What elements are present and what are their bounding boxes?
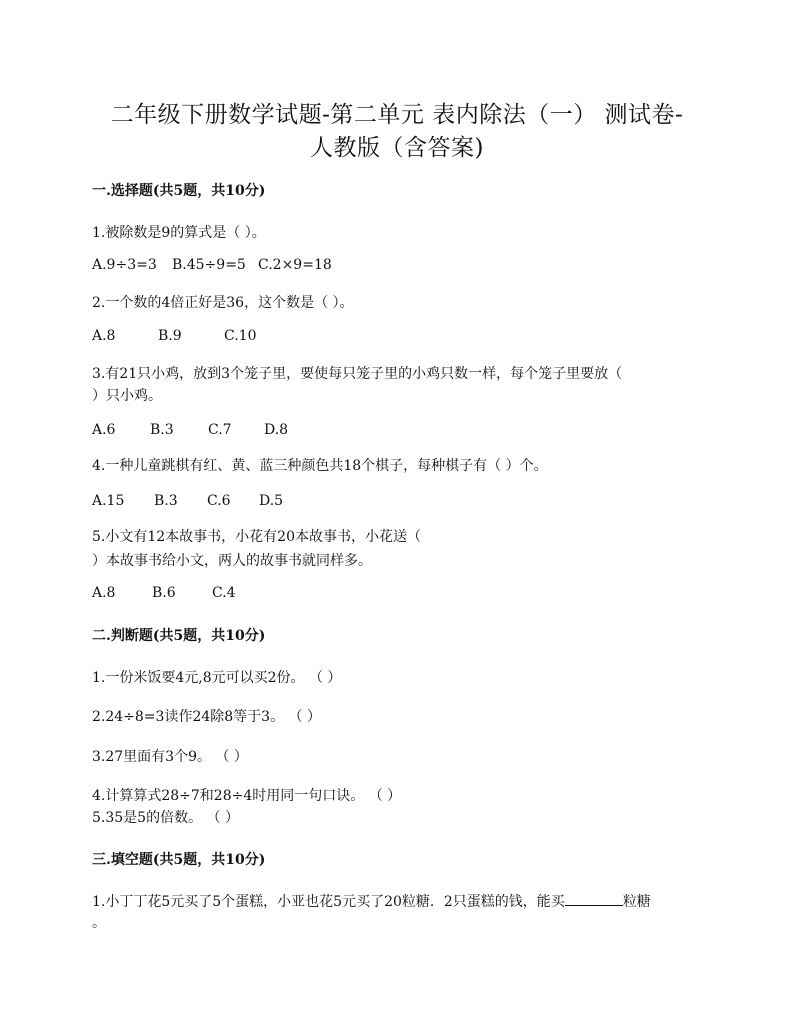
option-a: A.6 bbox=[92, 422, 116, 438]
judgement-item-5: 5.35是5的倍数。 （ ） bbox=[92, 810, 239, 826]
option-b: B.45÷9=5 bbox=[172, 257, 246, 273]
option-d: D.5 bbox=[259, 493, 284, 509]
question-1-3-line-2: ）只小鸡。 bbox=[92, 388, 162, 404]
option-a: A.8 bbox=[92, 328, 116, 344]
option-b: B.3 bbox=[154, 493, 178, 509]
question-1-5-line-1: 5.小文有12本故事书，小花有20本故事书，小花送（ bbox=[92, 529, 421, 545]
option-c: C.4 bbox=[212, 585, 236, 601]
question-1-2-options bbox=[92, 328, 256, 344]
option-c: C.6 bbox=[207, 493, 231, 509]
section-heading-fill-blank: 三.填空题(共5题，共10分) bbox=[92, 852, 266, 868]
option-a: A.8 bbox=[92, 585, 116, 601]
option-b: B.9 bbox=[158, 328, 182, 344]
page-title-line-1: 二年级下册数学试题-第二单元 表内除法（一） 测试卷- bbox=[110, 102, 684, 128]
question-1-1-options bbox=[92, 257, 332, 273]
option-a: A.9÷3=3 bbox=[92, 257, 157, 273]
judgement-item-1: 1.一份米饭要4元,8元可以买2份。 （ ） bbox=[92, 670, 342, 686]
question-1-3-options bbox=[92, 422, 288, 438]
fill-question-1-line-2: 。 bbox=[92, 915, 106, 931]
fill-question-1 bbox=[92, 891, 651, 911]
option-c: C.7 bbox=[208, 422, 232, 438]
page-title-line-2: 人教版（含答案) bbox=[310, 135, 484, 161]
question-1-1: 1.被除数是9的算式是（ ）。 bbox=[92, 225, 266, 241]
judgement-item-3: 3.27里面有3个9。 （ ） bbox=[92, 749, 248, 765]
option-b: B.6 bbox=[152, 585, 176, 601]
option-a: A.15 bbox=[92, 493, 125, 509]
section-heading-judgement: 二.判断题(共5题，共10分) bbox=[92, 628, 266, 644]
section-heading-choice: 一.选择题(共5题，共10分) bbox=[92, 183, 266, 199]
question-1-5-line-2: ）本故事书给小文，两人的故事书就同样多。 bbox=[92, 553, 372, 569]
fill-question-1-text: 1.小丁丁花5元买了5个蛋糕，小亚也花5元买了20粒糖．2只蛋糕的钱，能买 bbox=[92, 894, 565, 910]
fill-question-1-unit: 粒糖 bbox=[622, 894, 651, 910]
question-1-5-options bbox=[92, 585, 236, 601]
question-1-2: 2.一个数的4倍正好是36，这个数是（ ）。 bbox=[92, 295, 354, 311]
option-c: C.2×9=18 bbox=[258, 257, 332, 273]
judgement-item-2: 2.24÷8=3读作24除8等于3。 （ ） bbox=[92, 709, 321, 725]
answer-blank[interactable] bbox=[565, 893, 623, 906]
question-1-4: 4.一种儿童跳棋有红、黄、蓝三种颜色共18个棋子，每种棋子有（ ）个。 bbox=[92, 458, 548, 474]
question-1-3-line-1: 3.有21只小鸡，放到3个笼子里，要使每只笼子里的小鸡只数一样，每个笼子里要放（ bbox=[92, 366, 623, 382]
option-b: B.3 bbox=[150, 422, 174, 438]
option-c: C.10 bbox=[224, 328, 257, 344]
option-d: D.8 bbox=[264, 422, 289, 438]
question-1-4-options bbox=[92, 493, 283, 509]
judgement-item-4: 4.计算算式28÷7和28÷4时用同一句口诀。 （ ） bbox=[92, 788, 402, 804]
